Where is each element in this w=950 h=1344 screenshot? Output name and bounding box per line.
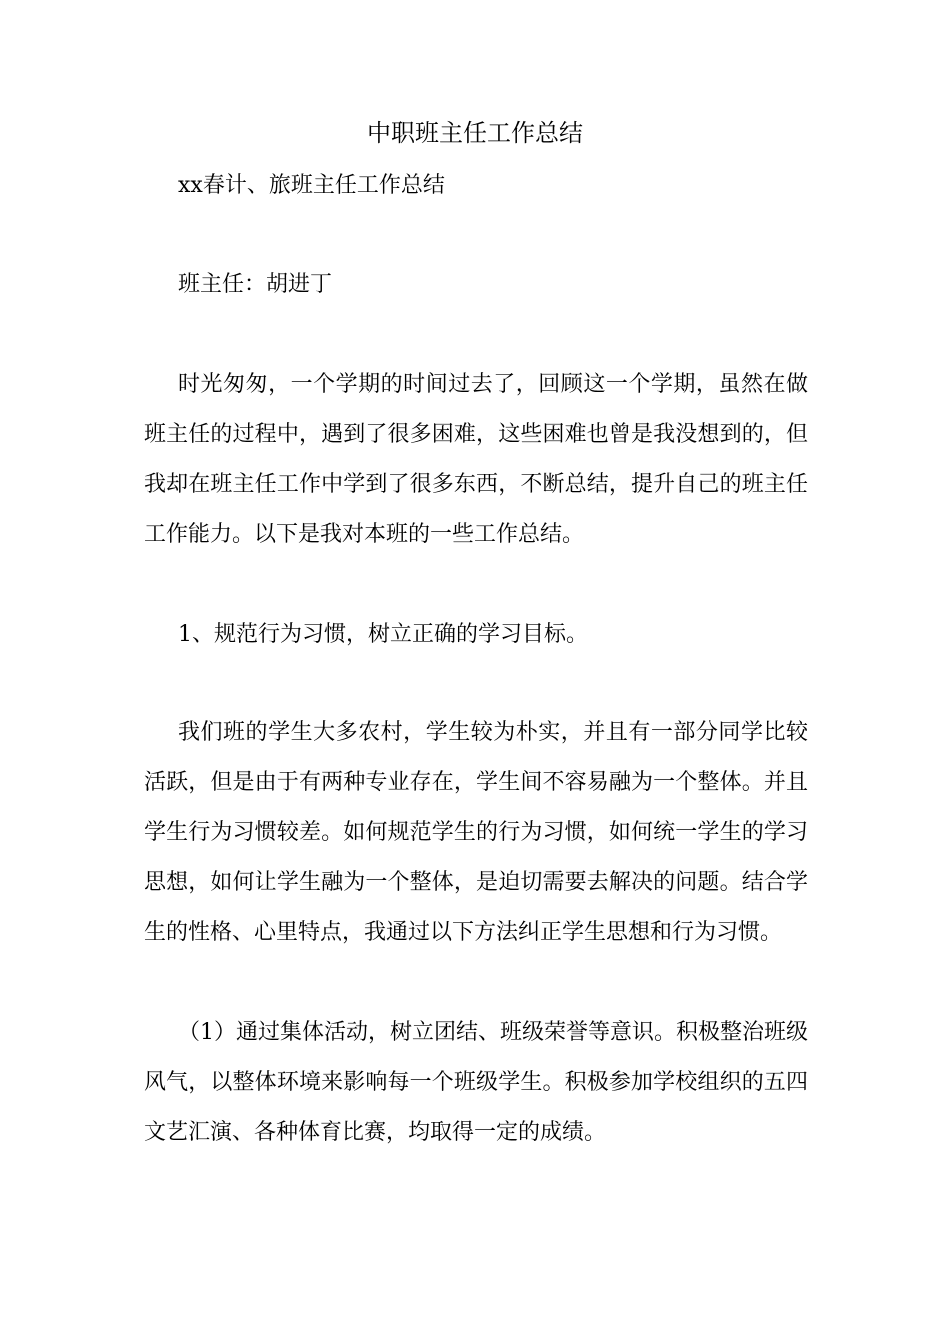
section-heading-1: 1、规范行为习惯，树立正确的学习目标。 [178, 622, 588, 647]
document-subtitle: xx春计、旅班主任工作总结 [178, 173, 445, 198]
teacher-line: 班主任：胡进丁 [178, 272, 333, 297]
paragraph-students: 我们班的学生大多农村，学生较为朴实，并且有一部分同学比较活跃，但是由于有两种专业存在，学生间不容易融为一个整体。并且学生行为习惯较差。如何规范学生的行为习惯，如何统一学生的学习思想，如何让学生融为一个整体，是迫切需要去解决的问题。结合学生的性格、心里特点，我通过以下方法纠正学生思想和行为习惯。 [144, 720, 808, 945]
paragraph-intro: 时光匆匆，一个学期的时间过去了，回顾这一个学期，虽然在做班主任的过程中，遇到了很多困难，这些困难也曾是我没想到的，但我却在班主任工作中学到了很多东西，不断总结，提升自己的班主任工作能力。以下是我对本班的一些工作总结。 [144, 372, 808, 547]
document-title: 中职班主任工作总结 [367, 119, 583, 147]
paragraph-item-1: （1）通过集体活动，树立团结、班级荣誉等意识。积极整治班级风气，以整体环境来影响每一个班级学生。积极参加学校组织的五四文艺汇演、各种体育比赛，均取得一定的成绩。 [144, 1020, 808, 1145]
